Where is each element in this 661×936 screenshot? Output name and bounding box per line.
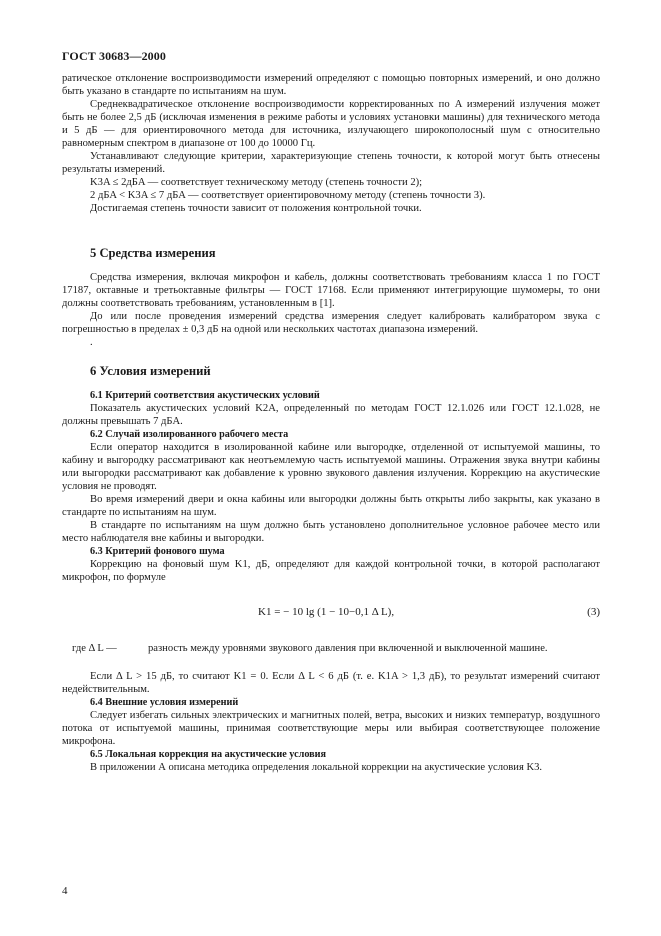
formula-block xyxy=(62,594,600,628)
subsection-heading: 6.2 Случай изолированного рабочего места xyxy=(90,429,289,440)
paragraph: В стандарте по испытаниям на шум должно быть установлено дополнительное условное рабочее место или место наблюдателя вне кабины и выгородки. xyxy=(62,520,600,544)
paragraph: Средства измерения, включая микрофон и кабель, должны соответствовать требованиям класса 1 по ГОСТ 17187, октавные и третьоктавные фильтры — ГОСТ 17168. Если применяют интегрирующие шумомеры, то они должны соответствовать требованиям, установленным в [1]. xyxy=(62,272,600,309)
document-body xyxy=(62,72,600,774)
formula: K1 = − 10 lg (1 − 10−0,1 Δ L), xyxy=(258,606,395,618)
paragraph: Устанавливают следующие критерии, характеризующие степень точности, к которой могут быть отнесены результаты измерений. xyxy=(62,151,600,175)
stray-dot: . xyxy=(90,337,93,348)
paragraph: До или после проведения измерений средства измерения следует калибровать калибратором звука с погрешностью в пределах ± 0,3 дБ на одной или нескольких частотах диапазона измерений. xyxy=(62,311,600,335)
paragraph: В приложении А описана методика определения локальной коррекции на акустические условия K3. xyxy=(90,762,543,773)
paragraph: Показатель акустических условий K2A, определенный по методам ГОСТ 12.1.026 или ГОСТ 12.1.028, не должны превышать 7 дБA. xyxy=(62,403,600,427)
subsection-heading: 6.1 Критерий соответствия акустических условий xyxy=(90,390,320,401)
paragraph: ратическое отклонение воспроизводимости измерений определяют с помощью повторных измерений, и оно должно быть указано в стандарте по испытаниям на шум. xyxy=(62,73,600,97)
document-header: ГОСТ 30683—2000 xyxy=(62,49,166,63)
paragraph: Если Δ L > 15 дБ, то считают K1 = 0. Если Δ L < 6 дБ (т. е. K1A > 1,3 дБ), то результат измерений считают недействительным. xyxy=(62,671,600,695)
legend-text: разность между уровнями звукового давления при включенной и выключенной машине. xyxy=(148,643,548,654)
page-number: 4 xyxy=(62,885,68,897)
legend-label: где Δ L — xyxy=(72,643,117,654)
subsection-heading: 6.4 Внешние условия измерений xyxy=(90,697,239,708)
paragraph: Коррекцию на фоновый шум K1, дБ, определяют для каждой контрольной точки, в которой располагают микрофон, по формуле xyxy=(62,559,600,583)
section-heading: 6 Условия измерений xyxy=(90,364,211,378)
paragraph: Среднеквадратическое отклонение воспроизводимости корректированных по A измерений излучения может быть не более 2,5 дБ (исключая изменения в режиме работы и условиях установки машины) для технического метода и 5 дБ — для ориентировочного метода для источника, излучающего широкополосный шум с относительно равномерным спектром в диапазоне от 100 до 10000 Гц. xyxy=(62,99,600,149)
paragraph: Достигаемая степень точности зависит от положения контрольной точки. xyxy=(90,203,422,214)
subsection-heading: 6.5 Локальная коррекция на акустические условия xyxy=(90,749,327,760)
subsection-heading: 6.3 Критерий фонового шума xyxy=(90,546,225,557)
formula-number: (3) xyxy=(587,606,600,618)
paragraph: Следует избегать сильных электрических и магнитных полей, ветра, высоких и низких температур, воздушного потока от испытуемой машины, принимая соответствующие меры или выбирая соответствующее положение микрофона. xyxy=(62,710,600,747)
paragraph: Если оператор находится в изолированной кабине или выгородке, отделенной от испытуемой машины, то кабину и выгородку рассматривают как неотъемлемую часть испытуемой машины. Отражения звука внутри кабины или выгородки рассматривают как добавление к уровню звукового давления излучения. Коррекцию на акустические условия не проводят. xyxy=(62,442,600,492)
paragraph: Во время измерений двери и окна кабины или выгородки должны быть открыты либо закрыты, как указано в стандарте по испытаниям на шум. xyxy=(62,494,600,518)
criterion-line: 2 дБA < K3A ≤ 7 дБA — соответствует ориентировочному методу (степень точности 3). xyxy=(90,190,486,201)
section-heading: 5 Средства измерения xyxy=(90,246,216,260)
criterion-line: K3A ≤ 2дБA — соответствует техническому методу (степень точности 2); xyxy=(90,177,423,188)
formula-legend xyxy=(62,642,600,670)
